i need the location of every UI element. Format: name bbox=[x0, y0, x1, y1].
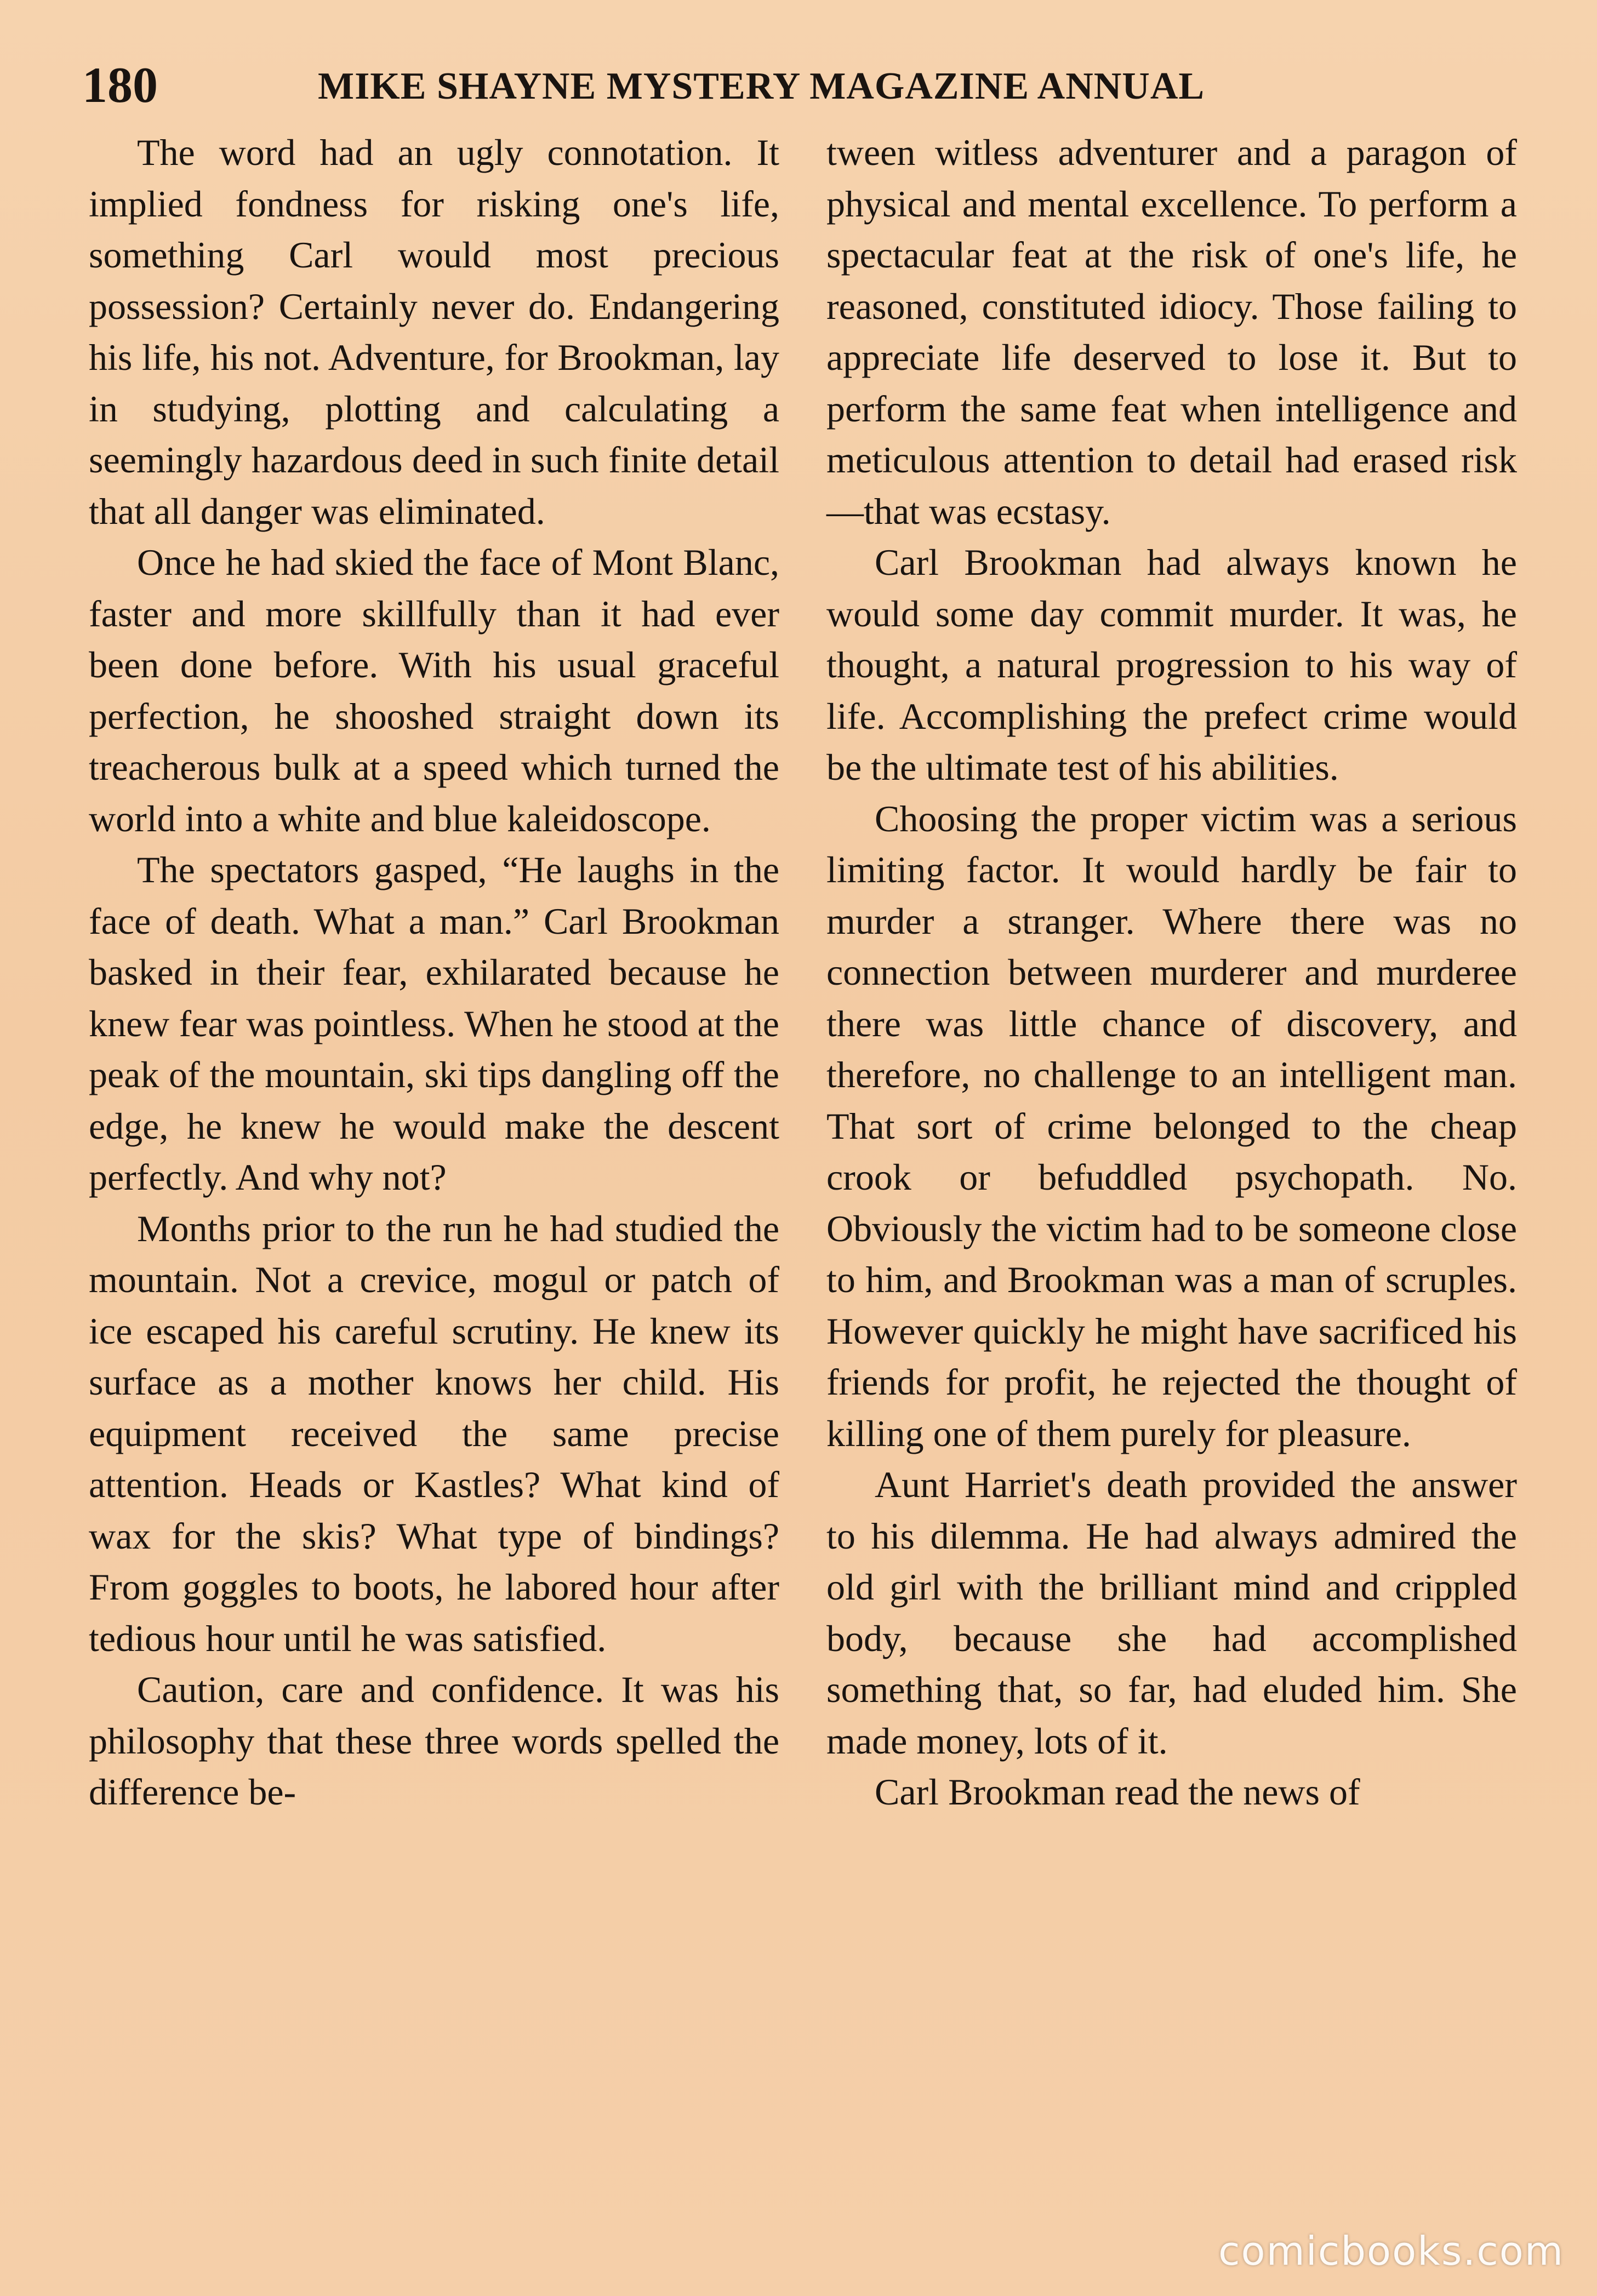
watermark: comicbooks.com bbox=[1218, 2228, 1564, 2274]
right-column bbox=[826, 127, 1517, 1818]
paragraph: tween witless adventurer and a paragon of physical and mental excellence. To perform a spectacular feat at the risk of one's life, he reasoned, constituted idiocy. Those failing to appreciate life deserved to lose it. But to perform the same feat when intelligence and meticulous attention to detail had erased risk—that was ecstasy. bbox=[826, 132, 1517, 532]
paragraph: Once he had skied the face of Mont Blanc, faster and more skillfully than it had ever been done before. With his usual graceful perfection, he shooshed straight down its treacherous bulk at a speed which turned the world into a white and blue kaleidoscope. bbox=[89, 541, 779, 839]
paragraph: Caution, care and confidence. It was his philosophy that these three words spelled the difference be- bbox=[89, 1669, 779, 1813]
paragraph: The spectators gasped, “He laughs in the face of death. What a man.” Carl Brookman basked in their fear, exhilarated because he knew fear was pointless. When he stood at the peak of the mountain, ski tips dangling off the edge, he knew he would make the descent perfectly. And why not? bbox=[89, 849, 779, 1198]
page-header bbox=[82, 55, 1518, 115]
paragraph: Aunt Harriet's death provided the answer to his dilemma. He had always admired the old girl with the brilliant mind and crippled body, because she had accomplished something that, so far, had eluded him. She made money, lots of it. bbox=[826, 1464, 1517, 1762]
paragraph: The word had an ugly connotation. It implied fondness for risking one's life, something Carl would most precious possession? Certainly never do. Endangering his life, his not. Adventure, for Brookman, lay in studying, plotting and calculating a seemingly hazardous deed in such finite detail that all danger was eliminated. bbox=[89, 132, 779, 532]
paragraph: Carl Brookman read the news of bbox=[875, 1771, 1360, 1813]
paragraph: Choosing the proper victim was a serious limiting factor. It would hardly be fair to murder a stranger. Where there was no connection between murderer and murderee there was little chance of discovery, and therefore, no challenge to an intelligent man. That sort of crime belonged to the cheap crook or befuddled psychopath. No. Obviously the victim had to be someone close to him, and Brookman was a man of scruples. However quickly he might have sacrificed his friends for profit, he rejected the thought of killing one of them purely for pleasure. bbox=[826, 797, 1517, 1454]
paragraph: Carl Brookman had always known he would some day commit murder. It was, he thought, a natural progression to his way of life. Accomplishing the prefect crime would be the ultimate test of his abilities. bbox=[826, 541, 1517, 788]
page-number: 180 bbox=[82, 57, 158, 113]
paragraph: Months prior to the run he had studied the mountain. Not a crevice, mogul or patch of ice escaped his careful scrutiny. He knew its surface as a mother knows her child. His equipment received the same precise attention. Heads or Kastles? What kind of wax for the skis? What type of bindings? From goggles to boots, he labored hour after tedious hour until he was satisfied. bbox=[89, 1207, 779, 1659]
running-title: MIKE SHAYNE MYSTERY MAGAZINE ANNUAL bbox=[318, 65, 1205, 107]
left-column bbox=[89, 127, 779, 1818]
